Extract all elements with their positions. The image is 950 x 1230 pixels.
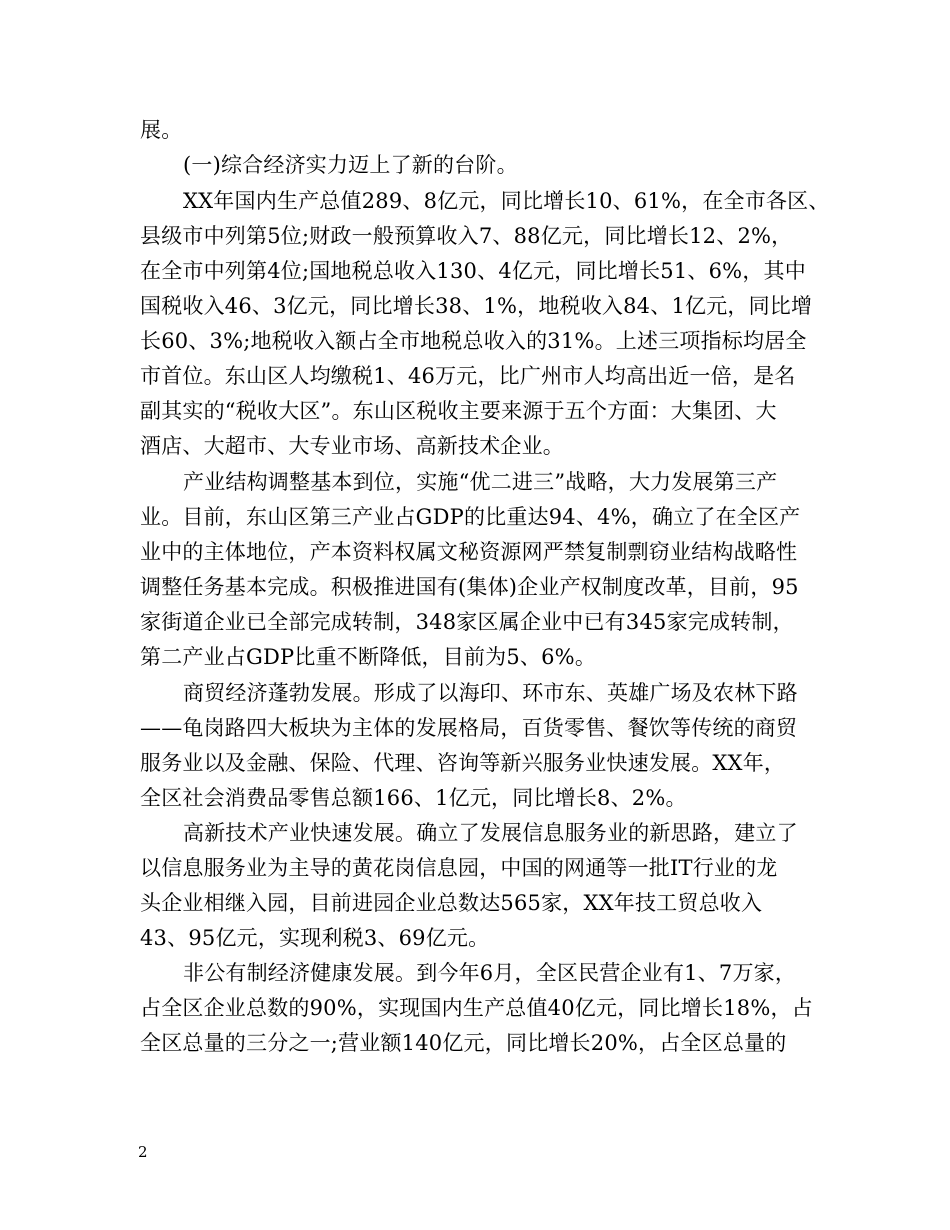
paragraph-line: 服务业以及金融、保险、代理、咨询等新兴服务业快速发展。XX年， bbox=[140, 751, 786, 775]
paragraph-line: 酒店、大超市、大专业市场、高新技术企业。 bbox=[140, 434, 564, 458]
paragraph-line: 头企业相继入园，目前进园企业总数达565家，XX年技工贸总收入 bbox=[140, 891, 763, 915]
paragraph-line: 长60、3%;地税收入额占全市地税总收入的31%。上述三项指标均居全 bbox=[140, 329, 807, 353]
paragraph-line: 在全市中列第4位;国地税总收入130、4亿元，同比增长51、6%，其中 bbox=[140, 259, 806, 283]
paragraph-line: 展。 bbox=[140, 118, 183, 142]
paragraph-line: 副其实的“税收大区”。东山区税收主要来源于五个方面：大集团、大 bbox=[140, 399, 777, 423]
paragraph-line: 占全区企业总数的90%，实现国内生产总值40亿元，同比增长18%，占 bbox=[140, 996, 813, 1020]
section-heading: (一)综合经济实力迈上了新的台阶。 bbox=[183, 153, 518, 177]
paragraph-line: ——龟岗路四大板块为主体的发展格局，百货零售、餐饮等传统的商贸 bbox=[140, 716, 798, 740]
paragraph-line: 商贸经济蓬勃发展。形成了以海印、环市东、英雄广场及农林下路 bbox=[183, 681, 798, 705]
page-number: 2 bbox=[138, 1143, 148, 1161]
paragraph-line: 业中的主体地位，产本资料权属文秘资源网严禁复制剽窃业结构战略性 bbox=[140, 540, 798, 564]
paragraph-line: 国税收入46、3亿元，同比增长38、1%，地税收入84、1亿元，同比增 bbox=[140, 294, 813, 318]
paragraph-line: 高新技术产业快速发展。确立了发展信息服务业的新思路，建立了 bbox=[183, 821, 798, 845]
paragraph-line: 调整任务基本完成。积极推进国有(集体)企业产权制度改革，目前，95 bbox=[140, 575, 799, 599]
paragraph-line: 全区社会消费品零售总额166、1亿元，同比增长8、2%。 bbox=[140, 786, 687, 810]
paragraph-line: 43、95亿元，实现利税3、69亿元。 bbox=[140, 926, 490, 950]
paragraph-line: 产业结构调整基本到位，实施“优二进三”战略，大力发展第三产 bbox=[183, 470, 778, 494]
paragraph-line: 非公有制经济健康发展。到今年6月，全区民营企业有1、7万家， bbox=[183, 961, 797, 985]
paragraph-line: 县级市中列第5位;财政一般预算收入7、88亿元，同比增长12、2%， bbox=[140, 224, 793, 248]
paragraph-line: 业。目前，东山区第三产业占GDP的比重达94、4%，确立了在全区产 bbox=[140, 505, 801, 529]
paragraph-line: 以信息服务业为主导的黄花岗信息园，中国的网通等一批IT行业的龙 bbox=[140, 856, 778, 880]
paragraph-line: 第二产业占GDP比重不断降低，目前为5、6%。 bbox=[140, 645, 597, 669]
paragraph-line: XX年国内生产总值289、8亿元，同比增长10、61%，在全市各区、 bbox=[183, 189, 830, 213]
paragraph-line: 市首位。东山区人均缴税1、46万元，比广州市人均高出近一倍，是名 bbox=[140, 364, 796, 388]
paragraph-line: 家街道企业已全部完成转制，348家区属企业中已有345家完成转制， bbox=[140, 610, 794, 634]
paragraph-line: 全区总量的三分之一;营业额140亿元，同比增长20%，占全区总量的 bbox=[140, 1031, 787, 1055]
